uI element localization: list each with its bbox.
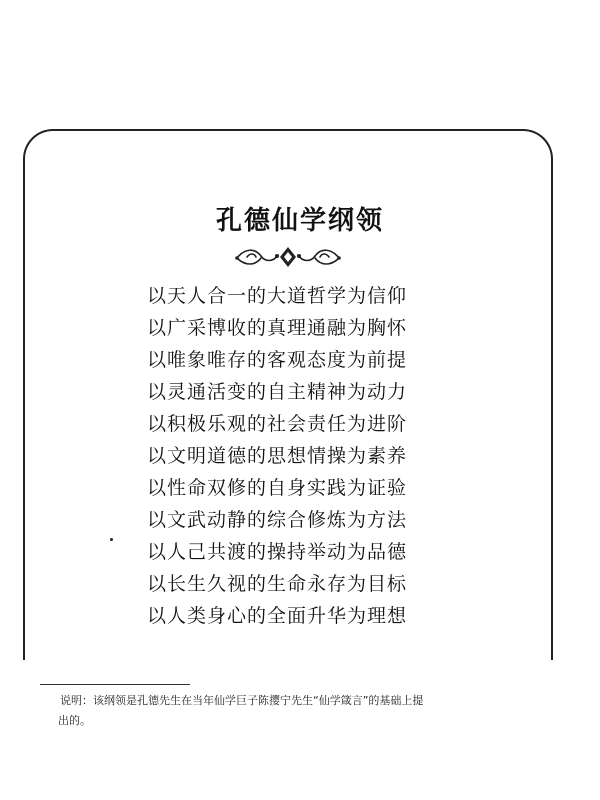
principle-line: 以积极乐观的社会责任为进阶 [147, 413, 408, 435]
principle-line: 以广采博收的真理通融为胸怀 [147, 317, 408, 339]
footnote-line-1: 说明：该纲领是孔德先生在当年仙学巨子陈撄宁先生“仙学箴言”的基础上提 [60, 694, 424, 707]
stray-mark [110, 538, 113, 541]
principle-line: 以灵通活变的自主精神为动力 [147, 381, 408, 403]
principle-line: 以唯象唯存的客观态度为前提 [147, 349, 408, 371]
principle-line: 以文武动静的综合修炼为方法 [147, 509, 408, 531]
footnote-line-2: 出的。 [58, 714, 91, 727]
footnote-rule [40, 684, 190, 685]
footnote [60, 691, 540, 731]
ornament-flourish-icon [233, 244, 343, 270]
principle-line: 以天人合一的大道哲学为信仰 [147, 285, 408, 307]
page-title: 孔德仙学纲领 [215, 206, 384, 236]
principle-line: 以文明道德的思想情操为素养 [147, 445, 408, 467]
principle-line: 以人己共渡的操持举动为品德 [147, 541, 408, 563]
principle-line: 以长生久视的生命永存为目标 [147, 573, 408, 595]
principle-line: 以性命双修的自身实践为证验 [147, 477, 408, 499]
principle-line: 以人类身心的全面升华为理想 [147, 605, 408, 627]
principles-list [147, 280, 447, 632]
